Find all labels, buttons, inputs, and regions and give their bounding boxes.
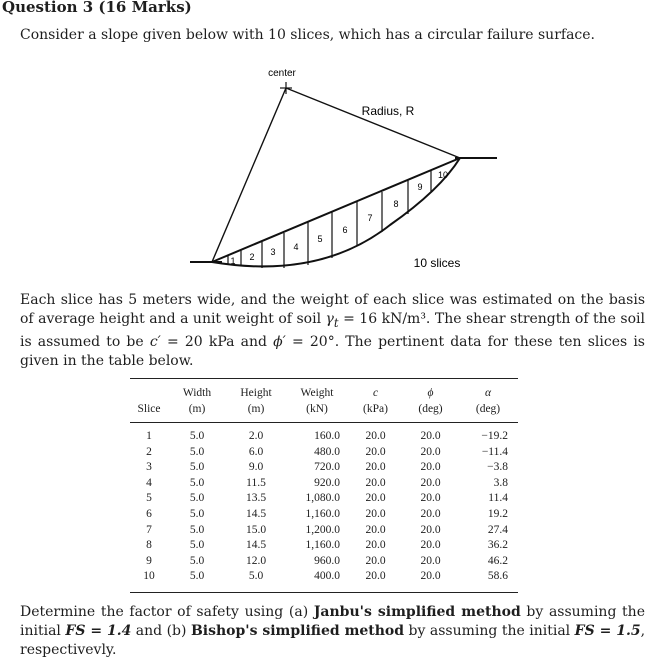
table-cell: 20.0: [365, 445, 386, 458]
table-header-row: [130, 379, 518, 402]
initial-fs-bishop: FS = 1.5: [574, 623, 641, 639]
table-cell: 20.0: [365, 554, 386, 567]
table-cell: 20.0: [420, 539, 441, 552]
instruction-text: , respectivevly.: [20, 623, 646, 658]
table-cell: 5: [146, 492, 152, 505]
table-cell: 20.0: [420, 430, 441, 442]
table-cell: 27.4: [487, 523, 508, 536]
table-cell: 1: [146, 430, 152, 442]
column-header: (deg): [458, 401, 518, 423]
table-cell: 11.4: [488, 492, 508, 505]
instruction-text: Determine the factor of safety using (a): [20, 604, 314, 620]
slice-number-labels: [230, 170, 448, 266]
instruction-text: by assuming the initial: [404, 623, 575, 639]
table-cell: 920.0: [314, 476, 340, 489]
table-cell: 960.0: [314, 554, 340, 567]
table-row: [130, 507, 518, 523]
table-cell: 5.0: [189, 476, 205, 489]
column-header: (kN): [286, 401, 348, 423]
column-header: Width: [168, 379, 226, 402]
table-cell: 720.0: [314, 461, 340, 474]
column-header: [130, 379, 168, 402]
table-cell: −11.4: [481, 445, 508, 458]
column-header: (kPa): [348, 401, 403, 423]
table-cell: 5.0: [189, 492, 205, 505]
table-cell: 20.0: [365, 539, 386, 552]
table-cell: 4: [146, 476, 152, 489]
column-header: Weight: [286, 379, 348, 402]
table-row: [130, 445, 518, 461]
center-label: center: [268, 68, 296, 79]
table-cell: 5.0: [189, 523, 205, 536]
slices-label: 10 slices: [413, 256, 461, 270]
column-header: (m): [226, 401, 286, 423]
table-cell: 1,160.0: [305, 507, 340, 520]
table-row: [130, 476, 518, 492]
table-cell: 46.2: [487, 554, 508, 567]
para-text: Each slice has 5 meters wide, and the weight of each slice was estimated on the basis of average height and a unit weight of soil: [20, 292, 645, 327]
column-header: c: [348, 379, 403, 402]
slice-boundaries: [228, 170, 431, 268]
table-cell: 58.6: [458, 569, 518, 592]
table-row: [130, 423, 518, 445]
table-cell: 1,200.0: [305, 523, 340, 536]
table-cell: 20.0: [365, 523, 386, 536]
task-instructions: [20, 603, 645, 660]
table-cell: 20.0: [365, 507, 386, 520]
table-cell: 20.0: [365, 461, 386, 474]
table-cell: 5.0: [168, 569, 226, 592]
janbu-method: Janbu's simplified method: [313, 604, 521, 620]
table-cell: 5.0: [189, 430, 205, 442]
table-cell: −19.2: [481, 430, 508, 442]
para-text: = 16 kN/m³. The shear strength of the soil is assumed to be: [20, 311, 645, 350]
slice-number: 6: [342, 225, 348, 235]
table-cell: 1,160.0: [305, 539, 340, 552]
table-header-row: [130, 401, 518, 423]
table-cell: 3: [146, 461, 152, 474]
slice-number: 9: [417, 182, 423, 192]
table-cell: −3.8: [487, 461, 508, 474]
table-cell: 10: [130, 569, 168, 592]
column-header: (deg): [403, 401, 458, 423]
table-cell: 9: [146, 554, 152, 567]
slice-number: 7: [367, 213, 373, 223]
table-cell: 20.0: [420, 554, 441, 567]
initial-fs-janbu: FS = 1.4: [65, 623, 132, 639]
table-cell: 20.0: [365, 492, 386, 505]
friction-angle-symbol: ϕ′: [273, 333, 286, 350]
instruction-text: by assuming the initial: [20, 604, 645, 639]
table-cell: 14.5: [245, 507, 267, 520]
column-header: α: [458, 379, 518, 402]
table-cell: 11.5: [246, 476, 266, 489]
para-text: = 20°. The pertinent data for these ten slices is given in the table below.: [20, 333, 645, 369]
slice-number: 1: [230, 256, 236, 266]
slice-number: 5: [317, 234, 323, 244]
table-row: [130, 460, 518, 476]
bishop-method: Bishop's simplified method: [190, 623, 405, 639]
slice-number: 8: [393, 199, 399, 209]
table-cell: 5.0: [189, 539, 205, 552]
table-cell: 5.0: [189, 445, 205, 458]
column-header: Slice: [130, 401, 168, 423]
table-cell: 20.0: [420, 507, 441, 520]
table-cell: 160.0: [314, 430, 340, 442]
table-cell: 36.2: [487, 539, 508, 552]
slice-number: 2: [249, 252, 255, 262]
table-cell: 9.0: [248, 461, 264, 474]
table-cell: 5.0: [189, 507, 205, 520]
slice-number: 4: [293, 242, 299, 252]
table-cell: 20.0: [365, 430, 386, 442]
radius-label: Radius, R: [361, 104, 415, 118]
cohesion-symbol: c′: [149, 333, 161, 350]
instruction-text: and (b): [131, 623, 191, 639]
table-cell: 3.8: [493, 476, 508, 489]
para-text: = 20 kPa and: [160, 333, 274, 350]
table-row: [130, 554, 518, 570]
table-cell: 20.0: [348, 569, 403, 592]
table-cell: 6: [146, 507, 152, 520]
problem-description: [20, 291, 645, 371]
table-cell: 20.0: [403, 569, 458, 592]
table-cell: 20.0: [420, 445, 441, 458]
table-row: [130, 491, 518, 507]
table-cell: 480.0: [314, 445, 340, 458]
table-cell: 8: [146, 539, 152, 552]
slope-diagram: [0, 0, 659, 290]
table-row: [130, 523, 518, 539]
table-cell: 1,080.0: [305, 492, 340, 505]
slice-number: 10: [437, 170, 449, 180]
table-cell: 20.0: [420, 523, 441, 536]
question-heading: Question 3 (16 Marks): [2, 0, 192, 16]
table-cell: 19.2: [487, 507, 508, 520]
column-header: ϕ: [403, 379, 458, 402]
table-cell: 400.0: [286, 569, 348, 592]
gamma-symbol: γ: [325, 311, 334, 327]
gamma-subscript: t: [333, 315, 339, 330]
table-cell: 6.0: [248, 445, 264, 458]
table-cell: 5.0: [226, 569, 286, 592]
table-cell: 12.0: [245, 554, 267, 567]
table-cell: 2: [146, 445, 152, 458]
table-body: [130, 423, 518, 593]
column-header: Height: [226, 379, 286, 402]
column-header: (m): [168, 401, 226, 423]
table-cell: 20.0: [420, 492, 441, 505]
table-cell: 14.5: [245, 539, 267, 552]
table-cell: 5.0: [189, 554, 205, 567]
table-cell: 5.0: [189, 461, 205, 474]
table-row: [130, 538, 518, 554]
table-cell: 13.5: [245, 492, 267, 505]
table-cell: 20.0: [420, 476, 441, 489]
table-row: [130, 569, 518, 592]
table-cell: 20.0: [420, 461, 441, 474]
slice-data-table: [130, 378, 518, 593]
table-cell: 7: [146, 523, 152, 536]
table-cell: 2.0: [248, 430, 264, 442]
table-cell: 20.0: [365, 476, 386, 489]
table-cell: 15.0: [245, 523, 267, 536]
intro-text: Consider a slope given below with 10 slices, which has a circular failure surface.: [20, 27, 595, 43]
radius-line-crest: [286, 88, 460, 158]
slice-number: 3: [270, 247, 276, 257]
